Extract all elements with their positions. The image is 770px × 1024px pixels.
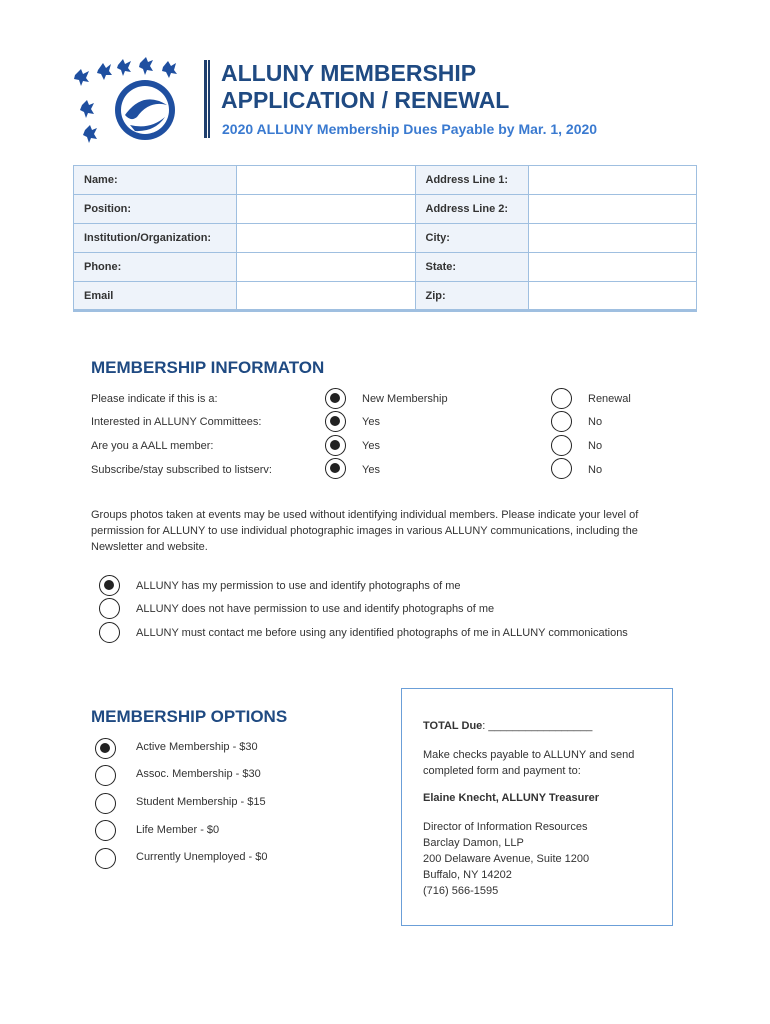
photo-permission-radio[interactable] bbox=[99, 575, 120, 596]
contact-row bbox=[74, 253, 697, 282]
question-label: Are you a AALL member: bbox=[91, 440, 214, 452]
name-label: Name: bbox=[74, 166, 237, 195]
address-line-1-field[interactable] bbox=[529, 166, 697, 195]
total-due-label: TOTAL Due bbox=[423, 720, 483, 732]
listserv-yes-radio[interactable] bbox=[325, 458, 346, 479]
phone-label: Phone: bbox=[74, 253, 237, 282]
phone-field[interactable] bbox=[236, 253, 415, 282]
listserv-yes-label: Yes bbox=[362, 464, 380, 476]
membership-option-label: Student Membership - $15 bbox=[136, 796, 266, 808]
instructions-line: Make checks payable to ALLUNY and send bbox=[423, 749, 635, 761]
address-line: Barclay Damon, LLP bbox=[423, 837, 524, 849]
photo-option-label: ALLUNY does not have permission to use and identify photographs of me bbox=[136, 603, 495, 615]
assoc-membership-radio[interactable] bbox=[95, 765, 116, 786]
listserv-no-label: No bbox=[588, 464, 603, 476]
aall-no-radio[interactable] bbox=[551, 435, 572, 456]
committees-yes-radio[interactable] bbox=[325, 411, 346, 432]
contact-row bbox=[74, 166, 697, 195]
life-member-radio[interactable] bbox=[95, 820, 116, 841]
contact-row bbox=[74, 224, 697, 253]
email-field[interactable] bbox=[236, 282, 415, 311]
aall-yes-radio[interactable] bbox=[325, 435, 346, 456]
membership-option-label: Assoc. Membership - $30 bbox=[136, 768, 261, 780]
committees-yes-label: Yes bbox=[362, 416, 380, 428]
title-line-2: APPLICATION / RENEWAL bbox=[221, 87, 510, 113]
membership-info-heading: MEMBERSHIP INFORMATON bbox=[91, 358, 325, 377]
payment-instructions bbox=[423, 747, 634, 779]
instructions-line: completed form and payment to: bbox=[423, 765, 581, 777]
question-label: Please indicate if this is a: bbox=[91, 393, 218, 405]
new-membership-label: New Membership bbox=[362, 393, 448, 405]
student-membership-radio[interactable] bbox=[95, 793, 116, 814]
address-line: 200 Delaware Avenue, Suite 1200 bbox=[423, 853, 590, 865]
contact-row bbox=[74, 282, 697, 311]
treasurer-name: Elaine Knecht, ALLUNY Treasurer bbox=[423, 792, 600, 804]
total-due-field[interactable]: : _________________ bbox=[482, 720, 593, 732]
active-membership-radio[interactable] bbox=[95, 738, 116, 759]
address-line-2-label: Address Line 2: bbox=[415, 195, 529, 224]
title-divider bbox=[204, 60, 210, 138]
committees-no-radio[interactable] bbox=[551, 411, 572, 432]
state-label: State: bbox=[415, 253, 529, 282]
photo-contact-first-radio[interactable] bbox=[99, 622, 120, 643]
page-subtitle: 2020 ALLUNY Membership Dues Payable by Mar. 1, 2020 bbox=[222, 121, 598, 137]
membership-options-heading: MEMBERSHIP OPTIONS bbox=[91, 707, 288, 726]
listserv-no-radio[interactable] bbox=[551, 458, 572, 479]
new-membership-radio[interactable] bbox=[325, 388, 346, 409]
city-field[interactable] bbox=[529, 224, 697, 253]
photo-no-permission-radio[interactable] bbox=[99, 598, 120, 619]
question-label: Subscribe/stay subscribed to listserv: bbox=[91, 464, 272, 476]
address-line-1-label: Address Line 1: bbox=[415, 166, 529, 195]
contact-table bbox=[73, 165, 697, 312]
contact-row bbox=[74, 195, 697, 224]
unemployed-radio[interactable] bbox=[95, 848, 116, 869]
mailing-address bbox=[423, 819, 589, 899]
zip-label: Zip: bbox=[415, 282, 529, 311]
state-field[interactable] bbox=[529, 253, 697, 282]
photo-option-label: ALLUNY has my permission to use and identify photographs of me bbox=[136, 580, 461, 592]
name-field[interactable] bbox=[236, 166, 415, 195]
aall-yes-label: Yes bbox=[362, 440, 380, 452]
address-line: Buffalo, NY 14202 bbox=[423, 869, 512, 881]
position-label: Position: bbox=[74, 195, 237, 224]
address-line-2-field[interactable] bbox=[529, 195, 697, 224]
zip-field[interactable] bbox=[529, 282, 697, 311]
address-line: (716) 566-1595 bbox=[423, 885, 499, 897]
page-title bbox=[221, 60, 509, 114]
aall-no-label: No bbox=[588, 440, 603, 452]
alluny-logo bbox=[70, 55, 190, 145]
question-label: Interested in ALLUNY Committees: bbox=[91, 416, 262, 428]
institution-field[interactable] bbox=[236, 224, 415, 253]
renewal-radio[interactable] bbox=[551, 388, 572, 409]
membership-option-label: Life Member - $0 bbox=[136, 824, 220, 836]
membership-option-label: Active Membership - $30 bbox=[136, 741, 258, 753]
city-label: City: bbox=[415, 224, 529, 253]
total-due-line bbox=[423, 720, 592, 732]
committees-no-label: No bbox=[588, 416, 603, 428]
photo-option-label: ALLUNY must contact me before using any identified photographs of me in ALLUNY commonications bbox=[136, 627, 628, 639]
membership-option-label: Currently Unemployed - $0 bbox=[136, 851, 268, 863]
renewal-label: Renewal bbox=[588, 393, 631, 405]
photo-permission-text: Groups photos taken at events may be used without identifying individual members. Please indicate your level of permission for ALLUNY to use individual photographic images in various ALLUNY communications, including the Newsletter and website. bbox=[91, 509, 639, 553]
address-line: Director of Information Resources bbox=[423, 821, 588, 833]
institution-label: Institution/Organization: bbox=[74, 224, 237, 253]
title-line-1: ALLUNY MEMBERSHIP bbox=[221, 60, 477, 86]
email-label: Email bbox=[74, 282, 237, 311]
position-field[interactable] bbox=[236, 195, 415, 224]
